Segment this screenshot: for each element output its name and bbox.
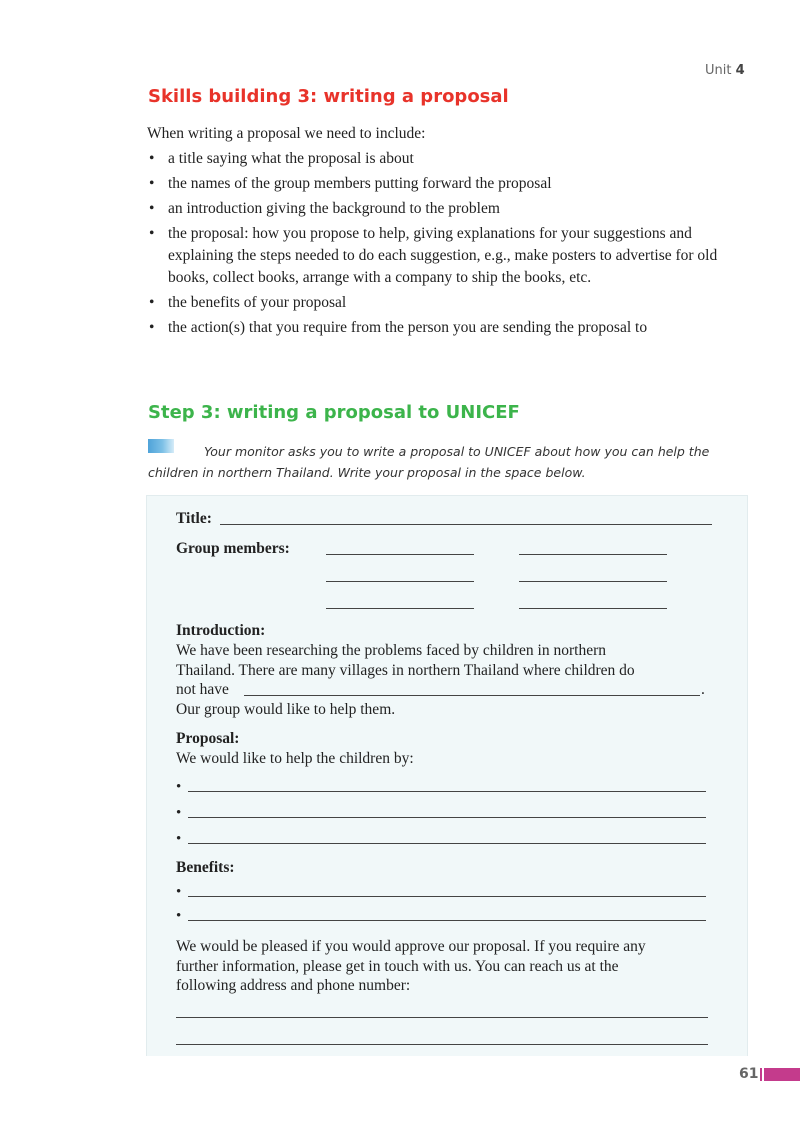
intro-period: . — [701, 681, 705, 698]
address-field[interactable] — [176, 1017, 708, 1018]
proposal-field[interactable] — [188, 843, 706, 844]
group-member-field[interactable] — [519, 581, 667, 582]
page-color-bar — [764, 1068, 800, 1081]
unit-number: 4 — [735, 63, 745, 78]
skills-heading: Skills building 3: writing a proposal — [148, 86, 509, 107]
list-item: • the benefits of your proposal — [147, 292, 747, 314]
intro-text-line: We have been researching the problems faced by children in northern — [176, 642, 606, 659]
benefits-label: Benefits: — [176, 859, 235, 876]
group-member-field[interactable] — [519, 554, 667, 555]
list-item: • the names of the group members putting forward the proposal — [147, 173, 747, 195]
title-field[interactable] — [220, 524, 712, 525]
page-number: 61 — [739, 1066, 759, 1082]
closing-text-line: following address and phone number: — [176, 977, 411, 994]
bullet-icon: • — [176, 831, 182, 847]
unit-word: Unit — [705, 63, 732, 78]
task-line-2: children in northern Thailand. Write your proposal in the space below. — [148, 465, 586, 480]
bullet-icon: • — [176, 779, 182, 795]
bullet-icon: • — [176, 884, 182, 900]
proposal-text: We would like to help the children by: — [176, 750, 414, 767]
intro-blank-field[interactable] — [244, 695, 700, 696]
list-item: • the proposal: how you propose to help, giving explanations for your suggestions and explaining the steps needed to do each suggestion, e.g., make posters to advertise for old books, collect books, arrange with a company to ship the books, etc. — [147, 223, 747, 289]
title-label: Title: — [176, 510, 212, 527]
group-member-field[interactable] — [326, 608, 474, 609]
skills-list — [147, 148, 747, 342]
group-member-field[interactable] — [519, 608, 667, 609]
list-item: • the action(s) that you require from the person you are sending the proposal to — [147, 317, 747, 339]
list-item: • an introduction giving the background to the problem — [147, 198, 747, 220]
skills-intro: When writing a proposal we need to include: — [147, 125, 426, 142]
task-line-1: Your monitor asks you to write a proposal to UNICEF about how you can help the — [204, 444, 710, 459]
intro-text-line: not have — [176, 681, 229, 698]
list-item: • a title saying what the proposal is about — [147, 148, 747, 170]
closing-text-line: further information, please get in touch with us. You can reach us at the — [176, 958, 619, 975]
proposal-field[interactable] — [188, 791, 706, 792]
unit-label — [705, 63, 745, 78]
group-members-label: Group members: — [176, 540, 290, 557]
group-member-field[interactable] — [326, 554, 474, 555]
benefits-field[interactable] — [188, 920, 706, 921]
bullet-icon: • — [176, 908, 182, 924]
step-heading: Step 3: writing a proposal to UNICEF — [148, 402, 520, 423]
intro-text-line: Our group would like to help them. — [176, 701, 396, 718]
page-bar-tick — [760, 1068, 762, 1081]
group-member-field[interactable] — [326, 581, 474, 582]
benefits-field[interactable] — [188, 896, 706, 897]
bullet-icon: • — [176, 805, 182, 821]
introduction-label: Introduction: — [176, 622, 266, 639]
intro-text-line: Thailand. There are many villages in northern Thailand where children do — [176, 662, 635, 679]
proposal-field[interactable] — [188, 817, 706, 818]
proposal-label: Proposal: — [176, 730, 240, 747]
task-instructions — [148, 441, 738, 483]
address-field[interactable] — [176, 1044, 708, 1045]
closing-text-line: We would be pleased if you would approve our proposal. If you require any — [176, 938, 646, 955]
